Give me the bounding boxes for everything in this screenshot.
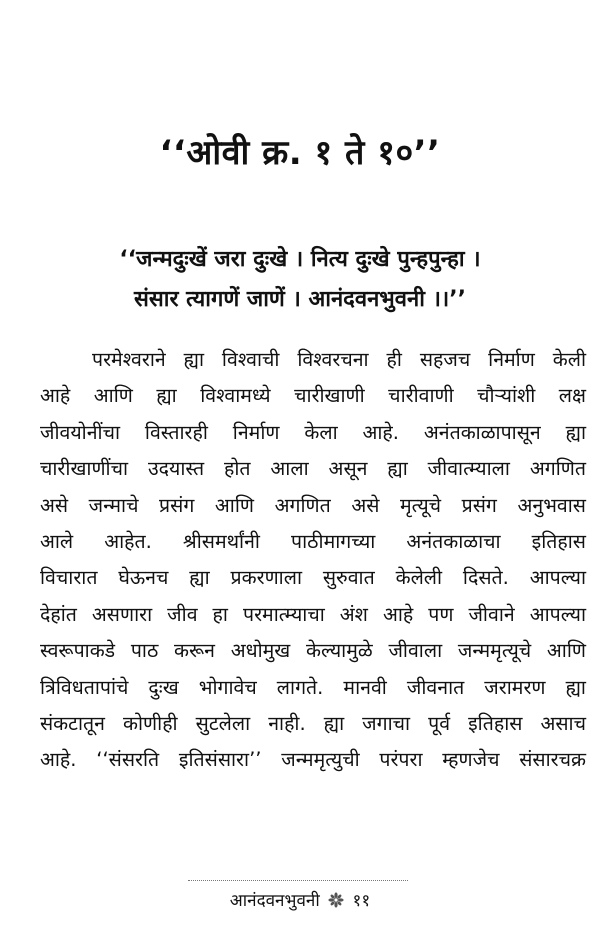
footer-book-title: आनंदवनभुवनी [229,891,320,911]
paragraph-line: स्वरूपाकडे पाठ करून अधोमुख केल्यामुळे जीवाला जन्ममृत्यूचे आणि [40,639,586,663]
verse-line-1: ‘‘जन्मदुःखें जरा दुःखे । नित्य दुःखे पुन्हपुन्हा । [119,247,481,272]
footer-divider [188,880,408,881]
chapter-title: ‘‘ओवी क्र. १ ते १०’’ [159,133,441,173]
paragraph-line: परमेश्वराने ह्या विश्वाची विश्वरचना ही सहजच निर्माण केली [92,348,586,371]
page-number: ११ [352,891,371,911]
paragraph-line: जीवयोनींचा विस्तारही निर्माण केला आहे. अनंतकाळापासून ह्या [40,420,586,444]
body-paragraph [40,342,586,779]
paragraph-line: आले आहेत. श्रीसमर्थांनी पाठीमागच्या अनंतकाळाचा इतिहास [40,530,586,554]
page-footer [0,888,600,911]
verse-quote [0,240,600,320]
paragraph-line: चारीखाणींचा उदयास्त होत आला असून ह्या जीवात्म्याला अगणित [40,457,586,481]
paragraph-line: संकटातून कोणीही सुटलेला नाही. ह्या जगाचा पूर्व इतिहास असाच [40,712,586,736]
paragraph-line: असे जन्माचे प्रसंग आणि अगणित असे मृत्यूचे प्रसंग अनुभवास [40,493,586,517]
paragraph-line: त्रिविधतापांचे दुःख भोगावेच लागते. मानवी जीवनात जरामरण ह्या [40,675,586,699]
paragraph-line: देहांत असणारा जीव हा परमात्म्याचा अंश आहे पण जीवाने आपल्या [40,602,586,626]
verse-line-2: संसार त्यागणें जाणें । आनंदवनभुवनी ।।’’ [134,287,466,312]
paragraph-line: आहे. ‘‘संसरति इतिसंसारा’’ जन्ममृत्युची परंपरा म्हणजेच संसारचक्र [40,748,586,772]
paragraph-line: आहे आणि ह्या विश्वामध्ये चारीखाणी चारीवाणी चौऱ्यांशी लक्ष [40,384,586,408]
flower-ornament-icon [328,892,344,908]
paragraph-line: विचारात घेऊनच ह्या प्रकरणाला सुरुवात केलेली दिसते. आपल्या [40,566,586,590]
